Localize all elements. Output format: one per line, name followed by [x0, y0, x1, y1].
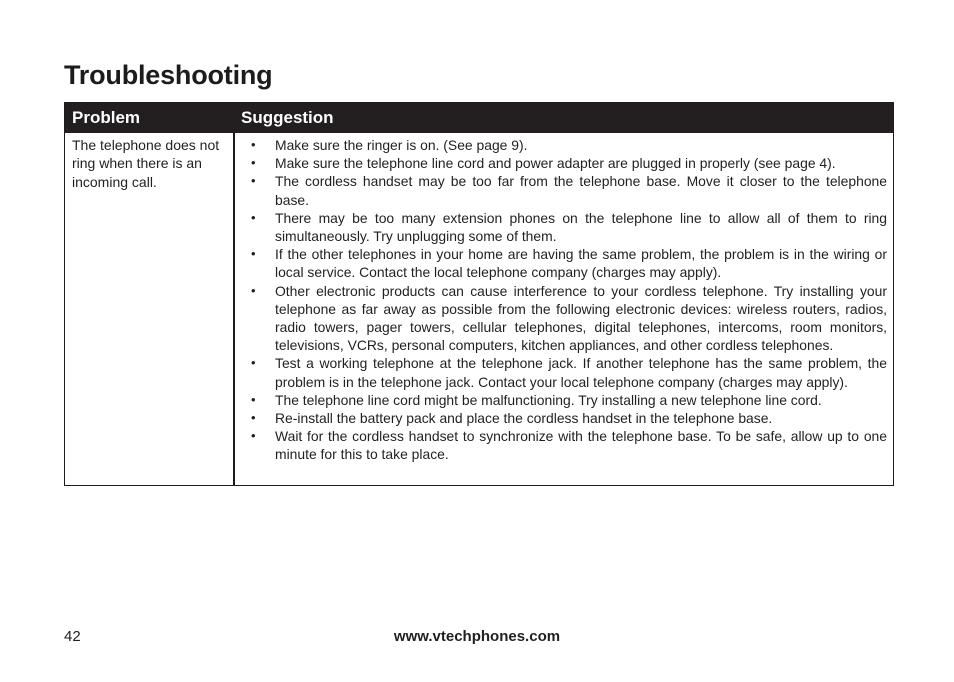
- footer-url[interactable]: www.vtechphones.com: [393, 628, 561, 645]
- suggestion-text: Make sure the telephone line cord and power adapter are plugged in properly (see page 4).: [275, 155, 836, 172]
- suggestion-text: There may be too many extension phones on the telephone line to allow all of them to ring simultaneously. Try unplugging some of them.: [275, 209, 887, 245]
- suggestion-item: [249, 427, 887, 463]
- header-suggestion: Suggestion: [241, 108, 334, 127]
- suggestion-text: Re-install the battery pack and place the cordless handset in the telephone base.: [275, 410, 773, 427]
- suggestion-text: Test a working telephone at the telephone jack. If another telephone has the same problem, the problem is in the telephone jack. Contact your local telephone company (charges may apply).: [275, 355, 887, 390]
- suggestion-text: Make sure the ringer is on. (See page 9).: [275, 137, 528, 153]
- suggestion-text: The cordless handset may be too far from the telephone base. Move it closer to the telephone base.: [275, 173, 887, 208]
- suggestion-item: [249, 172, 887, 208]
- column-divider: [233, 133, 235, 485]
- suggestion-item: [249, 354, 887, 390]
- problem-cell: The telephone does not ring when there is an incoming call.: [72, 137, 220, 190]
- bullet-icon: •: [251, 246, 256, 262]
- troubleshooting-table: [64, 102, 894, 486]
- suggestion-item: [249, 282, 887, 355]
- suggestion-item: [249, 409, 887, 427]
- suggestion-item: [249, 391, 887, 409]
- suggestion-item: [249, 245, 887, 281]
- bullet-icon: •: [251, 137, 256, 152]
- suggestion-text: Wait for the cordless handset to synchronize with the telephone base. To be safe, allow up to one minute for this to take place.: [275, 428, 887, 463]
- bullet-icon: •: [251, 410, 256, 426]
- bullet-icon: •: [251, 428, 256, 444]
- bullet-icon: •: [251, 391, 256, 407]
- suggestion-text: If the other telephones in your home are having the same problem, the problem is in the wiring or local service. Contact the local telephone company (charges may apply).: [275, 246, 887, 281]
- table-header: [65, 103, 893, 133]
- suggestion-text: The telephone line cord might be malfunctioning. Try installing a new telephone line cord.: [275, 391, 822, 408]
- bullet-icon: •: [251, 155, 256, 171]
- bullet-icon: •: [251, 173, 256, 189]
- suggestion-list: [249, 136, 887, 464]
- suggestion-text: Other electronic products can cause interference to your cordless telephone. Try installing your telephone as far away as possible from the following electronic devices: wireless routers, radios, radio towers, pager towers, cellular telephones, digital telephones, intercoms, room monitors, televisions, VCRs, personal computers, kitchen appliances, and other cordless telephones.: [275, 282, 887, 354]
- bullet-icon: •: [251, 282, 256, 298]
- page-number: 42: [64, 628, 81, 645]
- suggestion-item: [249, 154, 887, 172]
- suggestion-item: [249, 209, 887, 245]
- bullet-icon: •: [251, 355, 256, 371]
- bullet-icon: •: [251, 209, 256, 225]
- suggestion-item: [249, 136, 887, 154]
- page-title: Troubleshooting: [64, 60, 273, 90]
- header-problem: Problem: [72, 108, 141, 127]
